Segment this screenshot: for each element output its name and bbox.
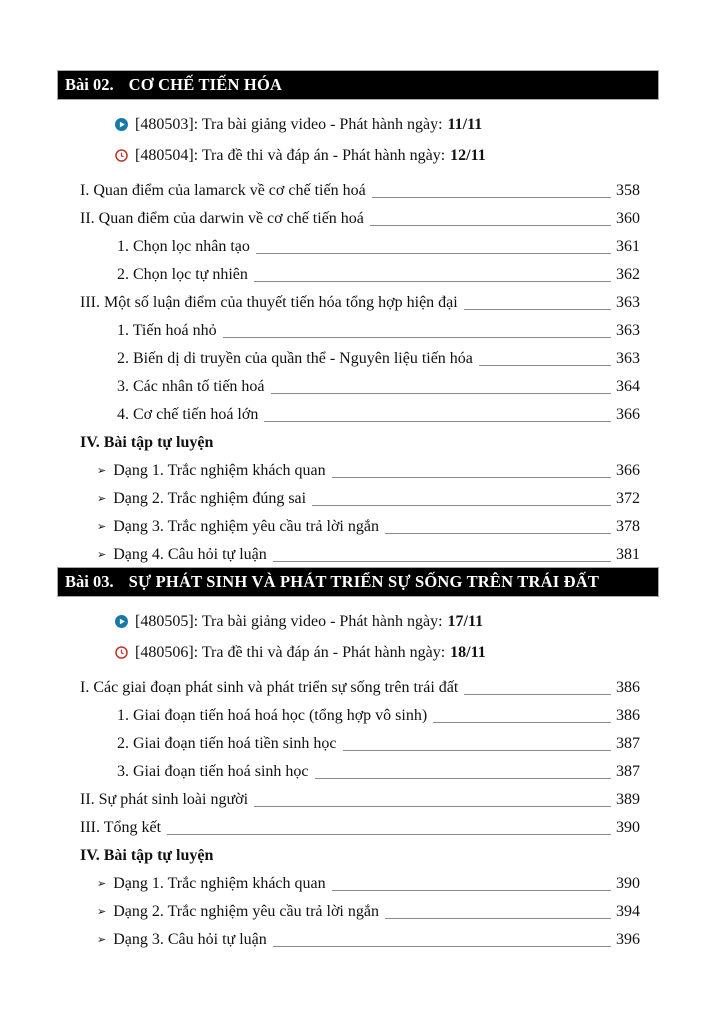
leader-line [479, 365, 611, 366]
resource-date: 12/11 [450, 146, 486, 164]
toc-page-number: 366 [616, 406, 640, 423]
toc-page-number: 389 [616, 791, 640, 808]
leader-line [254, 806, 611, 807]
leader-line [464, 309, 611, 310]
toc-entry-label: II. Sự phát sinh loài người [80, 791, 249, 808]
leader-line [332, 477, 611, 478]
leader-line [312, 505, 611, 506]
toc-entry-label: I. Quan điểm của lamarck về cơ chế tiến hoá [80, 182, 366, 199]
toc-page-number: 362 [616, 266, 640, 283]
toc-content [57, 70, 659, 952]
play-icon [115, 615, 128, 628]
toc-section [57, 567, 659, 952]
toc-page-number: 364 [616, 378, 640, 395]
toc-page-number: 358 [616, 182, 640, 199]
toc-entry-label: 3. Các nhân tố tiến hoá [117, 378, 265, 395]
resource-text: [480506]: Tra đề thi và đáp án - Phát hành ngày: [135, 643, 446, 661]
leader-line [332, 890, 611, 891]
toc-page-number: 387 [616, 735, 640, 752]
toc-row [57, 483, 659, 511]
toc-row [57, 287, 659, 315]
arrow-bullet-icon: ➢ [97, 877, 107, 890]
section-number: Bài 03. [65, 572, 114, 591]
toc-row [57, 756, 659, 784]
toc-row [57, 399, 659, 427]
toc-entry-label: I. Các giai đoạn phát sinh và phát triển sự sống trên trái đất [80, 679, 459, 696]
resource-lines [57, 100, 659, 171]
toc-entry-label: III. Một số luận điểm của thuyết tiến hóa tổng hợp hiện đại [80, 294, 458, 311]
toc-page-number: 386 [616, 679, 640, 696]
toc-row [57, 812, 659, 840]
toc-page-number: 390 [616, 875, 640, 892]
section-header-bar [57, 567, 659, 597]
toc-page-number: 390 [616, 819, 640, 836]
section-header-bar [57, 70, 659, 100]
toc-page-number: 372 [616, 490, 640, 507]
section-title: CƠ CHẾ TIẾN HÓA [128, 75, 283, 94]
leader-line [315, 778, 611, 779]
section-title: SỰ PHÁT SINH VÀ PHÁT TRIỂN SỰ SỐNG TRÊN TRÁI ĐẤT [128, 572, 600, 591]
toc-row [57, 203, 659, 231]
arrow-bullet-icon: ➢ [97, 464, 107, 477]
toc-page-number: 363 [616, 322, 640, 339]
leader-line [167, 834, 611, 835]
arrow-bullet-icon: ➢ [97, 520, 107, 533]
toc-row [57, 868, 659, 896]
leader-line [273, 561, 611, 562]
toc-section [57, 70, 659, 567]
leader-line [370, 225, 611, 226]
toc-row [57, 924, 659, 952]
resource-text: [480505]: Tra bài giảng video - Phát hành ngày: [135, 612, 443, 630]
leader-line [254, 281, 611, 282]
toc-entry-label: 1. Chọn lọc nhân tạo [117, 238, 250, 255]
leader-line [464, 694, 611, 695]
toc-row [57, 175, 659, 203]
toc-entry-label: 2. Giai đoạn tiến hoá tiền sinh học [117, 735, 337, 752]
toc-row [57, 231, 659, 259]
leader-line [223, 337, 611, 338]
arrow-bullet-icon: ➢ [97, 933, 107, 946]
toc-row [57, 672, 659, 700]
toc-page-number: 396 [616, 931, 640, 948]
leader-line [385, 918, 611, 919]
clock-icon [115, 646, 128, 659]
toc-entry-label: 2. Biến dị di truyền của quần thể - Nguyên liệu tiến hóa [117, 350, 473, 367]
toc-row [57, 427, 659, 455]
leader-line [256, 253, 611, 254]
toc-entry-label: II. Quan điểm của darwin về cơ chế tiến hoá [80, 210, 364, 227]
toc-entry-label: Dạng 2. Trắc nghiệm yêu cầu trả lời ngắn [113, 903, 379, 920]
toc-rows [57, 668, 659, 952]
toc-row [57, 728, 659, 756]
toc-entry-label: III. Tổng kết [80, 819, 162, 836]
toc-entry-label: IV. Bài tập tự luyện [80, 434, 214, 451]
toc-row [57, 896, 659, 924]
toc-entry-label: Dạng 4. Câu hỏi tự luận [113, 546, 267, 563]
arrow-bullet-icon: ➢ [97, 492, 107, 505]
resource-line [115, 140, 659, 171]
leader-line [385, 533, 611, 534]
toc-row [57, 784, 659, 812]
toc-entry-label: 4. Cơ chế tiến hoá lớn [117, 406, 259, 423]
toc-entry-label: 3. Giai đoạn tiến hoá sinh học [117, 763, 309, 780]
resource-line [115, 637, 659, 668]
toc-row [57, 259, 659, 287]
toc-row [57, 455, 659, 483]
toc-page-number: 360 [616, 210, 640, 227]
toc-page-number: 386 [616, 707, 640, 724]
toc-page-number: 387 [616, 763, 640, 780]
toc-entry-label: Dạng 3. Câu hỏi tự luận [113, 931, 267, 948]
leader-line [343, 750, 611, 751]
toc-row [57, 511, 659, 539]
toc-page-number: 366 [616, 462, 640, 479]
toc-page-number: 363 [616, 350, 640, 367]
toc-page-number: 381 [616, 546, 640, 563]
toc-entry-label: 2. Chọn lọc tự nhiên [117, 266, 248, 283]
arrow-bullet-icon: ➢ [97, 905, 107, 918]
toc-entry-label: 1. Tiến hoá nhỏ [117, 322, 217, 339]
resource-text: [480504]: Tra đề thi và đáp án - Phát hành ngày: [135, 146, 446, 164]
resource-date: 17/11 [447, 612, 484, 630]
toc-row [57, 539, 659, 567]
toc-row [57, 371, 659, 399]
resource-lines [57, 597, 659, 668]
toc-row [57, 315, 659, 343]
toc-entry-label: Dạng 2. Trắc nghiệm đúng sai [113, 490, 307, 507]
toc-page-number: 378 [616, 518, 640, 535]
resource-date: 18/11 [450, 643, 486, 661]
toc-entry-label: Dạng 3. Trắc nghiệm yêu cầu trả lời ngắn [113, 518, 379, 535]
toc-entry-label: Dạng 1. Trắc nghiệm khách quan [113, 462, 326, 479]
toc-rows [57, 171, 659, 567]
leader-line [271, 393, 611, 394]
leader-line [433, 722, 611, 723]
resource-text: [480503]: Tra bài giảng video - Phát hành ngày: [135, 115, 443, 133]
toc-page-number: 394 [616, 903, 640, 920]
toc-entry-label: IV. Bài tập tự luyện [80, 847, 214, 864]
play-icon [115, 118, 128, 131]
resource-date: 11/11 [447, 115, 483, 133]
toc-row [57, 840, 659, 868]
leader-line [372, 197, 611, 198]
resource-line [115, 606, 659, 637]
resource-line [115, 109, 659, 140]
clock-icon [115, 149, 128, 162]
leader-line [273, 946, 611, 947]
toc-row [57, 700, 659, 728]
toc-entry-label: Dạng 1. Trắc nghiệm khách quan [113, 875, 326, 892]
toc-row [57, 343, 659, 371]
toc-page-number: 361 [616, 238, 640, 255]
section-number: Bài 02. [65, 75, 114, 94]
toc-entry-label: 1. Giai đoạn tiến hoá hoá học (tổng hợp vô sinh) [117, 707, 428, 724]
leader-line [264, 421, 611, 422]
arrow-bullet-icon: ➢ [97, 548, 107, 561]
toc-page-number: 363 [616, 294, 640, 311]
